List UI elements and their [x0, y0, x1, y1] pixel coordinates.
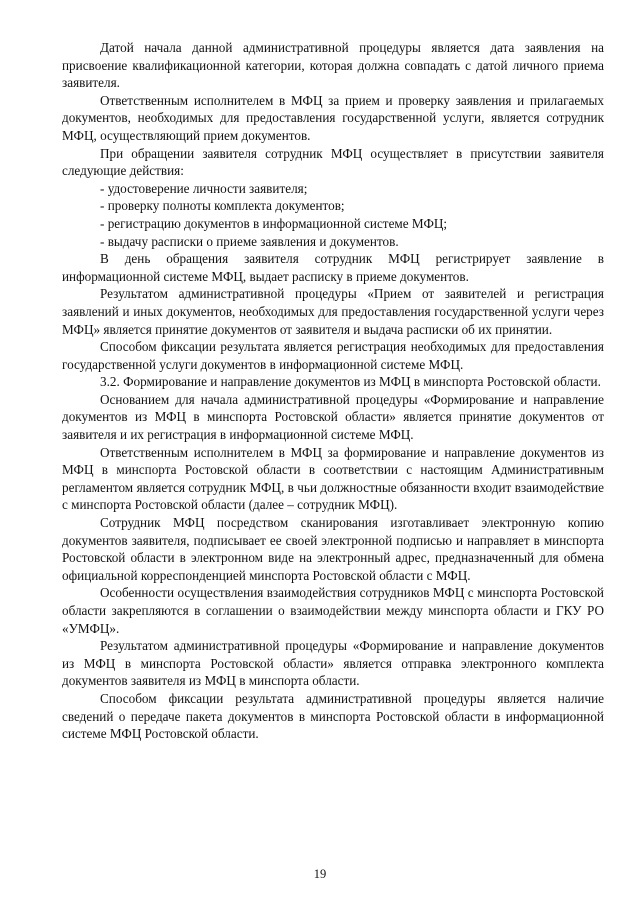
paragraph-result-reception: Результатом административной процедуры «Прием от заявителей и регистрация заявлений и иных документов, необходимых для предоставления государственной услуги через МФЦ» является принятие документов от заявителя и выдача расписки об их принятии. — [62, 286, 604, 337]
paragraph-start-date: Датой начала данной административной процедуры является дата заявления на присвоение квалификационной категории, которая должна совпадать с датой личного приема заявителя. — [62, 40, 604, 91]
list-item-receipt: - выдачу расписки о приеме заявления и документов. — [100, 233, 399, 249]
list-item-completeness: - проверку полноты комплекта документов; — [100, 198, 345, 214]
list-item-registration: - регистрацию документов в информационной системе МФЦ; — [100, 215, 448, 231]
document-body — [62, 39, 604, 743]
paragraph-scanning: Сотрудник МФЦ посредством сканирования изготавливает электронную копию документов заявителя, подписывает ее своей электронной подписью и направляет в минспорта Ростовской области в электронном виде на электронный адрес, предназначенный для обмена официальной корреспонденцией минспорта Ростовской области с МФЦ. — [62, 515, 604, 583]
paragraph-actions-intro: При обращении заявителя сотрудник МФЦ осуществляет в присутствии заявителя следующие действия: — [62, 145, 604, 179]
paragraph-responsible-forming: Ответственным исполнителем в МФЦ за формирование и направление документов из МФЦ в минспорта Ростовской области в соответствии с настоящим Административным регламентом является сотрудник МФЦ, в чьи должностные обязанности входит взаимодействие с минспорта Ростовской области (далее – сотрудник МФЦ). — [62, 444, 604, 513]
paragraph-responsible-reception: Ответственным исполнителем в МФЦ за прием и проверку заявления и прилагаемых документов, необходимых для предоставления государственной услуги, является сотрудник МФЦ, осуществляющий прием документов. — [62, 92, 604, 143]
paragraph-result-forming: Результатом административной процедуры «Формирование и направление документов из МФЦ в минспорта Ростовской области» является отправка электронного комплекта документов заявителя из МФЦ в минспорта области. — [62, 638, 604, 689]
paragraph-interaction: Особенности осуществления взаимодействия сотрудников МФЦ с минспорта Ростовской области закрепляются в соглашении о взаимодействии между минспорта области и ГКУ РО «УМФЦ». — [62, 585, 604, 636]
paragraph-registration-day: В день обращения заявителя сотрудник МФЦ регистрирует заявление в информационной системе МФЦ, выдает расписку в приеме документов. — [62, 251, 604, 284]
paragraph-fixation-forming: Способом фиксации результата административной процедуры является наличие сведений о передаче пакета документов в минспорта Ростовской области в информационной системе МФЦ Ростовской области. — [62, 690, 604, 742]
list-item-identity: - удостоверение личности заявителя; — [100, 180, 308, 196]
section-heading-3-2: 3.2. Формирование и направление документов из МФЦ в минспорта Ростовской области. — [100, 374, 601, 390]
page-number: 19 — [313, 867, 327, 881]
paragraph-basis-forming: Основанием для начала административной процедуры «Формирование и направление документов из МФЦ в минспорта Ростовской области» является принятие документов от заявителя и их регистрация в информационной системе МФЦ. — [62, 391, 604, 443]
paragraph-fixation-reception: Способом фиксации результата является регистрация необходимых для предоставления государственной услуги документов в информационной системе МФЦ. — [62, 339, 604, 372]
